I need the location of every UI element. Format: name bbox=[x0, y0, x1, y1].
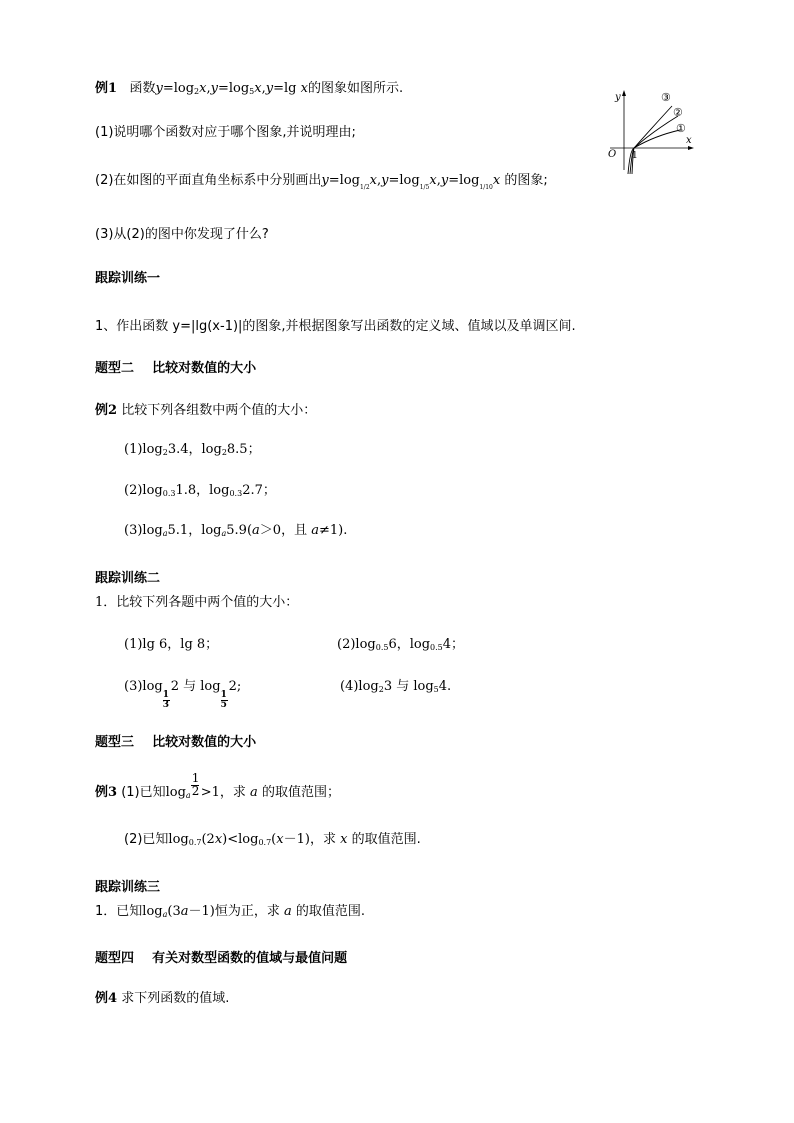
example-2-intro: 例2 比较下列各组数中两个值的大小： bbox=[95, 403, 317, 418]
practice-3-heading: 跟踪训练三 bbox=[95, 880, 161, 895]
curve-label-3: ③ bbox=[661, 91, 671, 104]
curve-label-2: ② bbox=[673, 106, 683, 119]
practice-1-heading: 跟踪训练一 bbox=[95, 271, 161, 286]
practice-3-item: 1．已知$\log_a(3a-1)$恒为正，求 a 的取值范围. bbox=[95, 904, 366, 919]
practice-1-item: 1、作出函数 y=|lg(x-1)|的图象,并根据图象写出函数的定义域、值域以及单调区间. bbox=[95, 319, 576, 334]
one-label: 1 bbox=[632, 151, 638, 161]
practice-2-item-4: $(4)\log_23$ 与 $\log_54$. bbox=[340, 679, 452, 694]
example-1-label: 例1 bbox=[95, 81, 118, 96]
curve-2 bbox=[630, 116, 678, 174]
example-1-question-1: (1)说明哪个函数对应于哪个图象,并说明理由; bbox=[95, 125, 356, 140]
type-2-heading: 题型二 比较对数值的大小 bbox=[95, 361, 257, 376]
practice-2-item-1: (1)lg 6，lg 8； bbox=[124, 637, 219, 652]
y-label: y bbox=[615, 92, 621, 103]
log-graph bbox=[604, 88, 696, 174]
example-1-question-2: (2)在如图的平面直角坐标系中分别画出$y=\log_{1/2}x,y=\log_{1/5}x,y=\log_{1/10}x$ 的图象; bbox=[95, 173, 548, 191]
practice-2-item-2: $(2)\log_{0.5}6$，$\log_{0.5}4$； bbox=[337, 637, 465, 652]
example-2-item-2: $(2)\log_{0.3}1.8$，$\log_{0.3}2.7$； bbox=[124, 483, 276, 498]
curve-label-1: ① bbox=[676, 122, 686, 135]
type-3-heading: 题型三 比较对数值的大小 bbox=[95, 735, 257, 750]
example-2-item-3: $(3)\log_a5.1$，$\log_a5.9(a>0$，且 a≠1). bbox=[124, 523, 348, 538]
practice-2-intro: 1．比较下列各题中两个值的大小： bbox=[95, 595, 299, 610]
example-4-intro: 例4 求下列函数的值域. bbox=[95, 991, 230, 1006]
practice-2-heading: 跟踪训练二 bbox=[95, 571, 161, 586]
origin-label: O bbox=[608, 149, 617, 160]
y-axis-arrow bbox=[622, 90, 626, 96]
practice-2-item-3: (3)log $\frac{1}{3}$ 2 与 log $\frac{1}{5}$ 2; bbox=[124, 679, 242, 710]
example-3-question-1: 例3 (1)已知$\log_a$ $\frac{1}{2}$ >1，求 a 的取值范围； bbox=[95, 771, 340, 800]
example-1-intro: 例1 函数$y=\log_2x,y=\log_5x,y=\lg$ x的图象如图所示. bbox=[95, 81, 404, 96]
curve-1 bbox=[632, 130, 680, 174]
x-label: x bbox=[686, 135, 692, 146]
x-axis-arrow bbox=[688, 146, 694, 150]
type-4-heading: 题型四 有关对数型函数的值域与最值问题 bbox=[95, 951, 348, 966]
example-1-question-3: (3)从(2)的图中你发现了什么? bbox=[95, 227, 269, 242]
example-2-item-1: $(1)\log_23.4$，$\log_28.5$； bbox=[124, 442, 261, 457]
example-3-question-2: (2)已知$\log_{0.7}(2x)<\log_{0.7}(x-1)$，求 x 的取值范围. bbox=[124, 832, 421, 847]
